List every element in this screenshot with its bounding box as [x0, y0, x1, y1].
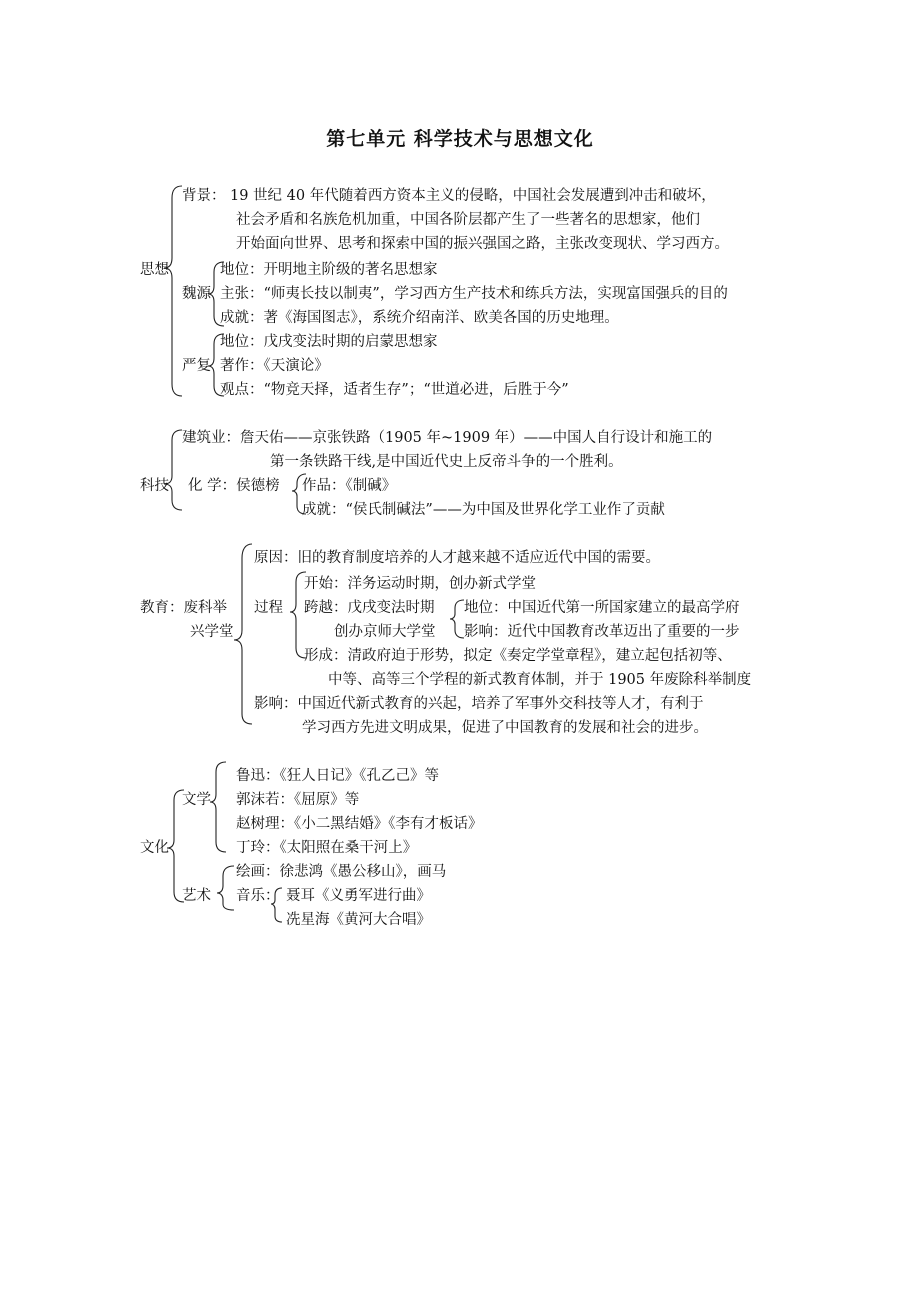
- architecture-line-2: 第一条铁路干线,是中国近代史上反帝斗争的一个胜利。: [270, 454, 623, 470]
- literature-item: 郭沫若：《屈原》等: [236, 792, 360, 808]
- education-impact-2: 学习西方先进文明成果，促进了中国教育的发展和社会的进步。: [302, 720, 708, 736]
- art-painting: 绘画：徐悲鸿《愚公移山》，画马: [236, 864, 447, 880]
- music-item: 冼星海《黄河大合唱》: [286, 912, 431, 928]
- chemistry-label: 化 学：侯德榜: [188, 478, 280, 494]
- literature-label: 文学: [182, 792, 211, 808]
- architecture-line-1: 建筑业：詹天佑——京张铁路（1905 年~1909 年）——中国人自行设计和施工的: [182, 430, 713, 446]
- background-line-1: 19 世纪 40 年代随着西方资本主义的侵略，中国社会发展遭到冲击和破坏，: [230, 188, 716, 204]
- literature-item: 丁玲：《太阳照在桑干河上》: [236, 840, 418, 856]
- leap-status: 地位：中国近代第一所国家建立的最高学府: [464, 600, 740, 616]
- education-label-2: 兴学堂: [190, 624, 234, 640]
- process-formation-2: 中等、高等三个学程的新式教育体制，并于 1905 年废除科举制度: [328, 672, 752, 688]
- tech-brace: [164, 430, 182, 510]
- page-title: 第七单元 科学技术与思想文化: [326, 128, 594, 150]
- background-line-3: 开始面向世界、思考和探索中国的振兴强国之路，主张改变现状、学习西方。: [236, 236, 729, 252]
- background-line-2: 社会矛盾和名族危机加重，中国各阶层都产生了一些著名的思想家，他们: [236, 212, 700, 228]
- education-impact-1: 影响：中国近代新式教育的兴起，培养了军事外交科技等人才，有利于: [254, 696, 704, 712]
- literature-brace: [210, 762, 226, 852]
- thought-brace: [164, 186, 182, 396]
- process-leap-2: 创办京师大学堂: [334, 624, 436, 640]
- yanfu-works: 著作：《天演论》: [220, 358, 329, 374]
- education-label-1: 教育：废科举: [140, 600, 227, 616]
- music-item: 聂耳《义勇军进行曲》: [286, 888, 431, 904]
- leap-brace: [450, 600, 464, 638]
- weiyuan-label: 魏源: [182, 286, 211, 302]
- yanfu-viewpoint: 观点：“物竞天择，适者生存”；“世道必进，后胜于今”: [220, 382, 569, 398]
- yanfu-label: 严复: [182, 358, 211, 374]
- process-start: 开始：洋务运动时期，创办新式学堂: [304, 576, 536, 592]
- weiyuan-proposal: 主张：“师夷长技以制夷”，学习西方生产技术和练兵方法，实现富国强兵的目的: [220, 286, 728, 302]
- weiyuan-status: 地位：开明地主阶级的著名思想家: [220, 262, 438, 278]
- literature-item: 鲁迅：《狂人日记》《孔乙己》等: [236, 768, 439, 784]
- weiyuan-achievement: 成就：著《海国图志》，系统介绍南洋、欧美各国的历史地理。: [220, 310, 619, 326]
- chemistry-achievement: 成就：“侯氏制碱法”——为中国及世界化学工业作了贡献: [302, 502, 665, 518]
- process-formation-1: 形成：清政府迫于形势，拟定《奏定学堂章程》，建立起包括初等、: [304, 648, 732, 664]
- tech-label: 科技: [140, 478, 169, 494]
- art-brace: [217, 866, 234, 910]
- education-brace: [234, 544, 252, 724]
- music-label: 音乐：: [236, 888, 280, 904]
- culture-label: 文化: [140, 840, 169, 856]
- chemistry-works: 作品：《制碱》: [302, 478, 397, 494]
- literature-item: 赵树理：《小二黑结婚》《李有才板话》: [236, 816, 483, 832]
- process-leap-1: 跨越：戊戌变法时期: [304, 600, 435, 616]
- thought-label: 思想: [140, 262, 169, 278]
- process-label: 过程: [254, 600, 283, 616]
- yanfu-status: 地位：戊戌变法时期的启蒙思想家: [220, 334, 438, 350]
- education-cause: 原因：旧的教育制度培养的人才越来越不适应近代中国的需要。: [254, 550, 660, 566]
- background-label: 背景：: [182, 188, 226, 204]
- leap-impact: 影响：近代中国教育改革迈出了重要的一步: [464, 624, 740, 640]
- art-label: 艺术: [182, 888, 211, 904]
